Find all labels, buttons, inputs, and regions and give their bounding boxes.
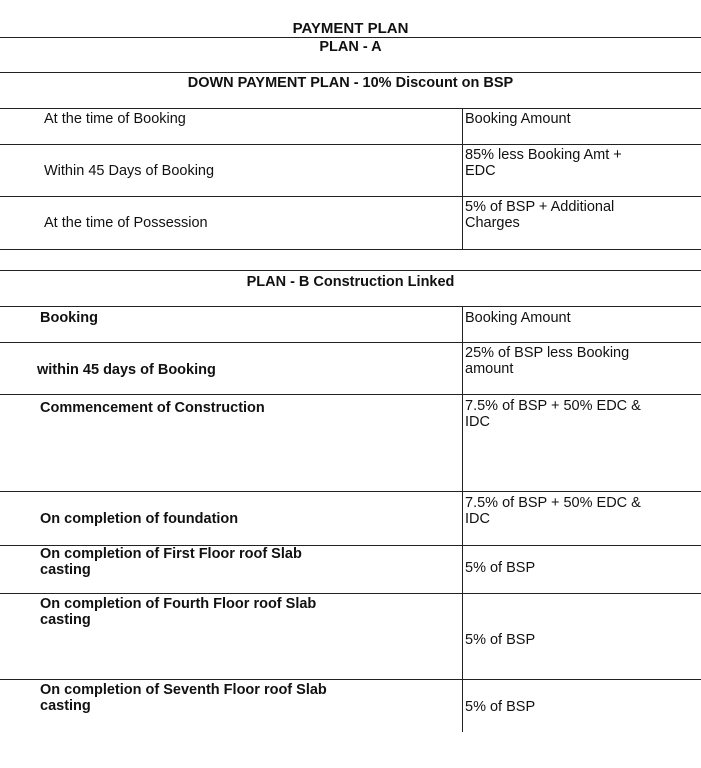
divider — [0, 491, 701, 492]
stage-label: On completion of Seventh Floor roof Slab casting — [40, 682, 327, 714]
stage-label: Booking — [40, 310, 98, 326]
amount-value: 7.5% of BSP + 50% EDC & IDC — [465, 495, 641, 527]
amount-value: 5% of BSP + Additional Charges — [465, 199, 615, 231]
stage-label: Commencement of Construction — [40, 400, 265, 416]
divider — [0, 37, 701, 38]
amount-value: Booking Amount — [465, 111, 571, 127]
column-divider — [462, 306, 463, 732]
page-title: PAYMENT PLAN — [292, 20, 409, 37]
divider — [0, 342, 701, 343]
divider — [0, 679, 701, 680]
stage-label: On completion of foundation — [40, 511, 239, 527]
plan-b-title: PLAN - B Construction Linked — [246, 274, 455, 290]
divider — [0, 196, 701, 197]
divider — [0, 593, 701, 594]
amount-value: 7.5% of BSP + 50% EDC & IDC — [465, 398, 641, 430]
plan-a-subtitle: DOWN PAYMENT PLAN - 10% Discount on BSP — [187, 75, 514, 91]
divider — [0, 270, 701, 271]
amount-value: 5% of BSP — [465, 560, 536, 576]
amount-value: 5% of BSP — [465, 699, 536, 715]
column-divider — [462, 108, 463, 249]
divider — [0, 72, 701, 73]
stage-label: within 45 days of Booking — [37, 362, 216, 378]
stage-label: At the time of Booking — [44, 111, 186, 127]
amount-value: 5% of BSP — [465, 632, 536, 648]
stage-label: Within 45 Days of Booking — [44, 163, 215, 179]
divider — [0, 108, 701, 109]
amount-value: Booking Amount — [465, 310, 571, 326]
divider — [0, 249, 701, 250]
divider — [0, 144, 701, 145]
divider — [0, 306, 701, 307]
stage-label: On completion of First Floor roof Slab casting — [40, 546, 302, 578]
stage-label: At the time of Possession — [44, 215, 208, 231]
plan-a-title: PLAN - A — [319, 39, 382, 55]
divider — [0, 394, 701, 395]
amount-value: 85% less Booking Amt + EDC — [465, 147, 622, 179]
amount-value: 25% of BSP less Booking amount — [465, 345, 630, 377]
stage-label: On completion of Fourth Floor roof Slab casting — [40, 596, 317, 628]
